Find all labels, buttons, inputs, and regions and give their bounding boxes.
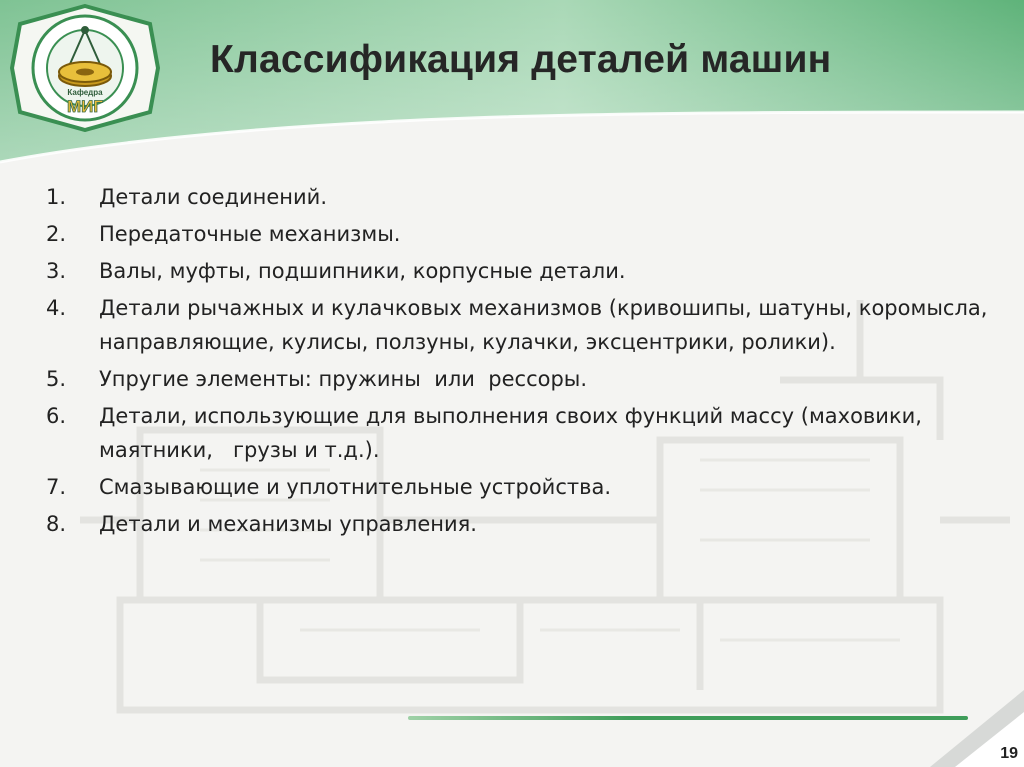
list-item-text: Детали соединений.: [99, 185, 328, 209]
list-item-number: 7.: [46, 475, 67, 499]
list-item-number: 3.: [46, 259, 67, 283]
list-item: [46, 362, 1006, 396]
list-item-number: 4.: [46, 296, 67, 320]
classification-list: [46, 180, 1006, 544]
list-item: [46, 291, 1006, 359]
logo-lettering-main: МИГ: [66, 97, 104, 116]
logo-lettering-top: Кафедра: [67, 88, 103, 97]
list-item: [46, 470, 1006, 504]
department-logo: [10, 4, 160, 132]
list-item-text: Детали и механизмы управления.: [99, 512, 477, 536]
list-item-text: Валы, муфты, подшипники, корпусные детали.: [99, 259, 626, 283]
list-item-text: Смазывающие и уплотнительные устройства.: [99, 475, 612, 499]
list-item-number: 6.: [46, 404, 67, 428]
list-item-number: 5.: [46, 367, 67, 391]
list-item-number: 8.: [46, 512, 67, 536]
list-item-text: Детали, использующие для выполнения своих функций массу (маховики, маятники, грузы и т.д.).: [99, 404, 929, 462]
list-item: [46, 254, 1006, 288]
gear-icon: [59, 62, 111, 86]
list-item-text: Передаточные механизмы.: [99, 222, 401, 246]
list-item-text: Упругие элементы: пружины или рессоры.: [99, 367, 588, 391]
footer-accent-line: [408, 716, 968, 720]
slide-title: Классификация деталей машин: [210, 38, 832, 81]
list-item-number: 2.: [46, 222, 67, 246]
list-item: [46, 217, 1006, 251]
page-number: 19: [1000, 745, 1018, 762]
list-item: [46, 507, 1006, 541]
list-item: [46, 180, 1006, 214]
list-item: [46, 399, 1006, 467]
list-item-text: Детали рычажных и кулачковых механизмов (кривошипы, шатуны, коромысла, направляющие, кулисы, ползуны, кулачки, эксцентрики, ролики).: [99, 296, 995, 354]
list-item-number: 1.: [46, 185, 67, 209]
